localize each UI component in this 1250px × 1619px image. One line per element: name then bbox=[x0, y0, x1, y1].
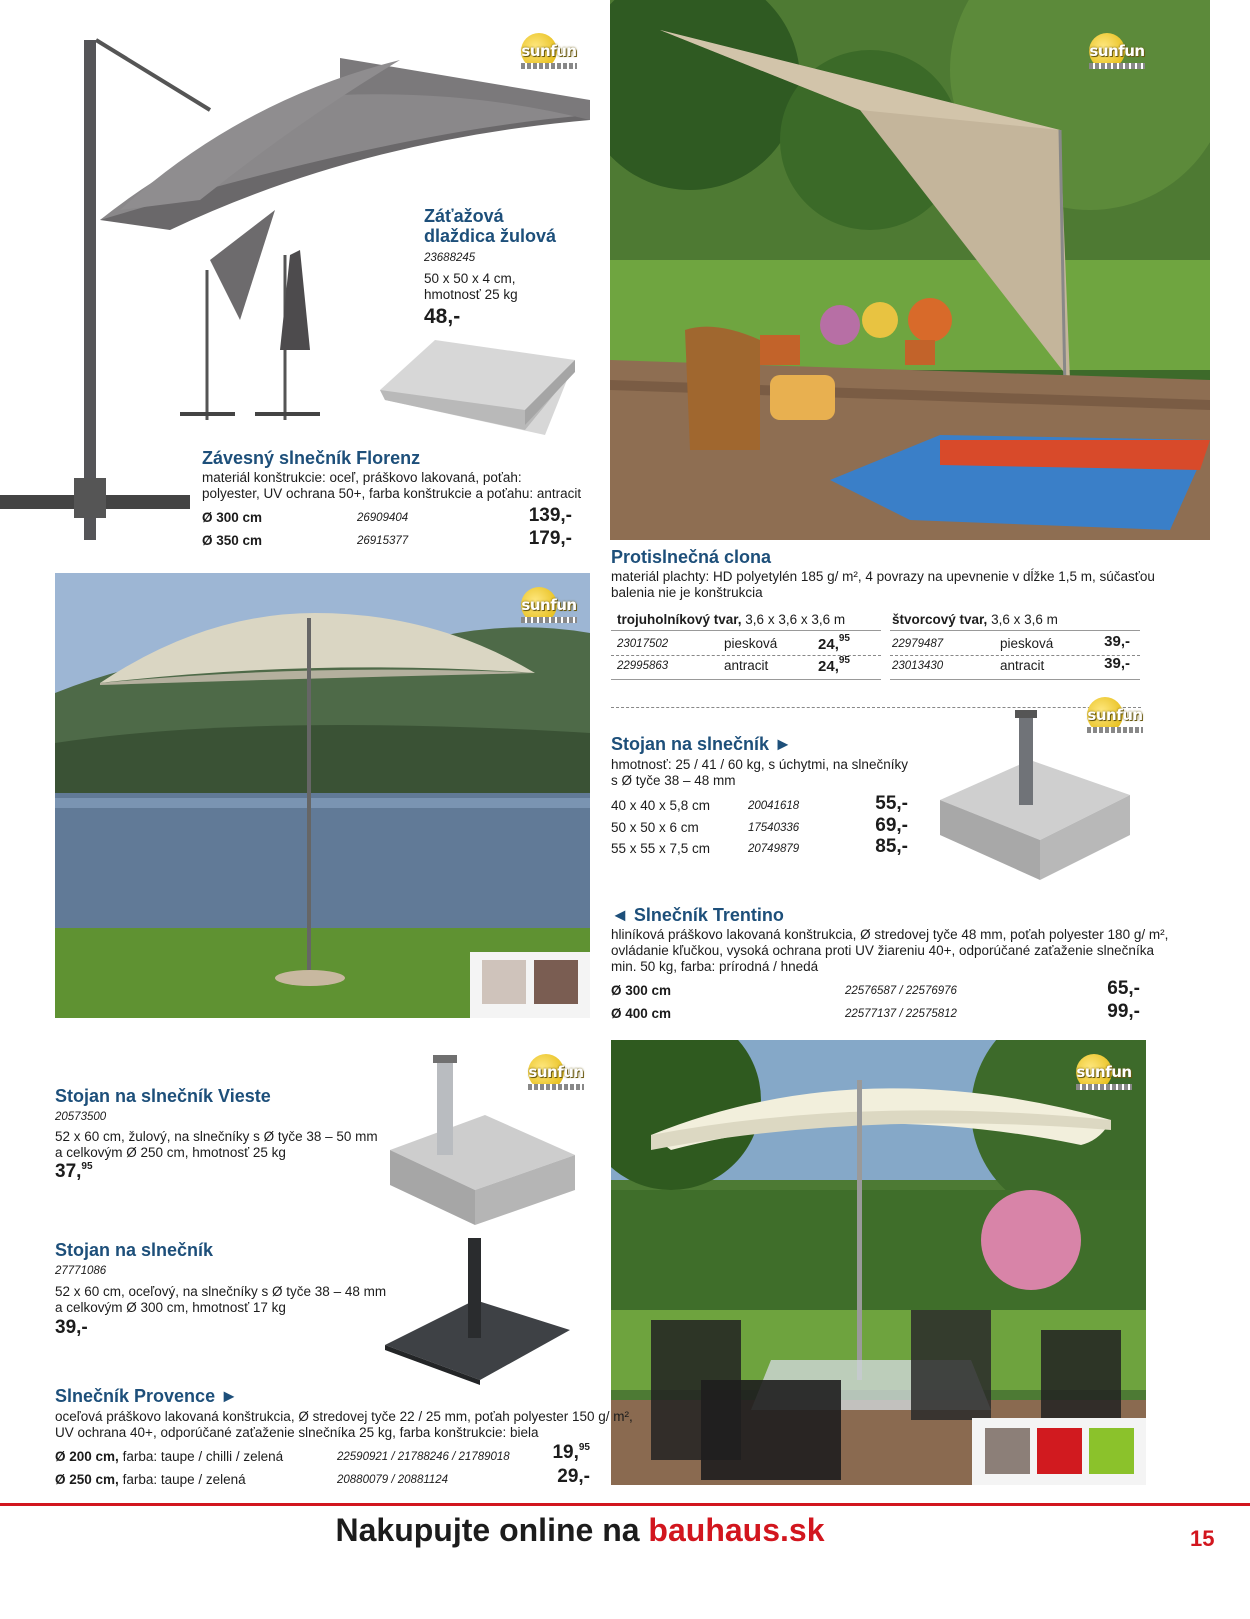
vieste-desc: 52 x 60 cm, žulový, na slnečníky s Ø tyče 38 – 50 mm bbox=[55, 1129, 378, 1144]
shade-tri-code-2: 22995863 bbox=[617, 660, 669, 672]
shade-tri-price-1: 24,95 bbox=[818, 633, 850, 653]
stand2-desc-line2: a celkovým Ø 300 cm, hmotnosť 17 kg bbox=[55, 1300, 286, 1315]
stand1-code-3: 20749879 bbox=[748, 843, 800, 855]
provence-price-2: 29,- bbox=[557, 1466, 590, 1487]
provence-price-1: 19,95 bbox=[552, 1442, 590, 1463]
footer-slogan bbox=[0, 1512, 1160, 1549]
trentino-size-1: Ø 300 cm bbox=[611, 983, 672, 998]
trentino-code-1: 22576587 / 22576976 bbox=[845, 985, 957, 997]
stand1-price-1: 55,- bbox=[875, 793, 908, 814]
florenz-code-1: 26909404 bbox=[357, 512, 409, 524]
sunfun-logo: sunfun bbox=[1083, 697, 1147, 737]
divider bbox=[611, 679, 881, 680]
florenz-code-2: 26915377 bbox=[357, 535, 409, 547]
shade-tri-price-2: 24,95 bbox=[818, 655, 850, 675]
stand2-desc: 52 x 60 cm, oceľový, na slnečníky s Ø tyče 38 – 48 mm bbox=[55, 1284, 387, 1299]
stand1-price-3: 85,- bbox=[875, 836, 908, 857]
vieste-title: Stojan na slnečník Vieste bbox=[55, 1086, 271, 1106]
shade-sq-code-1: 22979487 bbox=[892, 638, 944, 650]
divider bbox=[890, 630, 1140, 631]
tile-title-line2: dlaždica žulová bbox=[424, 226, 557, 246]
footer-link[interactable]: bauhaus.sk bbox=[648, 1512, 825, 1548]
trentino-desc: hliníková práškovo lakovaná konštrukcia, Ø stredovej tyče 48 mm, poťah polyester 180 g/ m², bbox=[611, 927, 1169, 942]
florenz-size-1: Ø 300 cm bbox=[202, 510, 263, 525]
stand1-desc: hmotnosť: 25 / 41 / 60 kg, s úchytmi, na slnečníky bbox=[611, 757, 908, 772]
stand1-desc-line2: s Ø tyče 38 – 48 mm bbox=[611, 773, 736, 788]
stand2-code: 27771086 bbox=[55, 1265, 107, 1277]
florenz-desc: materiál konštrukcie: oceľ, práškovo lakovaná, poťah: polyester, UV ochrana 50+, farba konštrukcie a poťahu: antracit bbox=[202, 470, 582, 501]
shade-sq-code-2: 23013430 bbox=[892, 660, 944, 672]
stand1-size-3: 55 x 55 x 7,5 cm bbox=[611, 841, 711, 856]
stand2-image bbox=[380, 1230, 580, 1385]
provence-desc: oceľová práškovo lakovaná konštrukcia, Ø stredovej tyče 22 / 25 mm, poťah polyester 150 g/ m², bbox=[55, 1409, 633, 1424]
tile-code: 23688245 bbox=[424, 252, 476, 264]
provence-code-1: 22590921 / 21788246 / 21789018 bbox=[337, 1451, 510, 1463]
trentino-price-1: 65,- bbox=[1107, 978, 1140, 999]
trentino-desc-line3: min. 50 kg, farba: prírodná / hnedá bbox=[611, 959, 819, 974]
trentino-desc-line2: ovládanie kľučkou, vysoká ochrana proti UV žiareniu 40+, odporúčané zaťaženie slnečníka bbox=[611, 943, 1154, 958]
trentino-code-2: 22577137 / 22575812 bbox=[845, 1008, 957, 1020]
shade-sq-color-1: piesková bbox=[1000, 636, 1054, 651]
provence-desc-line2: UV ochrana 40+, odporúčané zaťaženie slnečníka 25 kg, farba konštrukcie: biela bbox=[55, 1425, 539, 1440]
stand2-price: 39,- bbox=[55, 1317, 88, 1338]
sunfun-logo: sunfun bbox=[517, 587, 581, 627]
shade-sq-price-2: 39,- bbox=[1104, 655, 1130, 672]
florenz-price-1: 139,- bbox=[528, 505, 572, 526]
granite-tile-image bbox=[375, 330, 590, 455]
trentino-price-2: 99,- bbox=[1107, 1001, 1140, 1022]
color-swatch-natural bbox=[482, 960, 526, 1004]
color-swatch-brown bbox=[534, 960, 578, 1004]
color-swatch-green bbox=[1089, 1428, 1134, 1474]
shade-desc: materiál plachty: HD polyetylén 185 g/ m², 4 povrazy na upevnenie v dĺžke 1,5 m, súčasťou bbox=[611, 569, 1155, 584]
florenz-title: Závesný slnečník Florenz bbox=[202, 448, 421, 468]
provence-row-2: Ø 250 cm, farba: taupe / zelená bbox=[55, 1472, 246, 1487]
vieste-price: 37,95 bbox=[55, 1161, 93, 1182]
sunfun-logo: sunfun bbox=[524, 1054, 588, 1094]
vieste-code: 20573500 bbox=[55, 1111, 107, 1123]
shade-sq-color-2: antracit bbox=[1000, 658, 1045, 673]
shade-tri-color-1: piesková bbox=[724, 636, 778, 651]
sunfun-logo: sunfun bbox=[1072, 1054, 1136, 1094]
stand2-title: Stojan na slnečník bbox=[55, 1240, 214, 1260]
divider bbox=[611, 630, 881, 631]
footer-text: Nakupujte online na bbox=[335, 1512, 649, 1548]
shade-desc-line2: balenia nie je konštrukcia bbox=[611, 585, 763, 600]
trentino-size-2: Ø 400 cm bbox=[611, 1006, 672, 1021]
divider bbox=[890, 679, 1140, 680]
tile-desc-line2: hmotnosť 25 kg bbox=[424, 287, 518, 302]
provence-code-2: 20880079 / 20881124 bbox=[337, 1474, 449, 1486]
shade-tri-color-2: antracit bbox=[724, 658, 769, 673]
color-swatch-chilli bbox=[1037, 1428, 1082, 1474]
stand1-size-2: 50 x 50 x 6 cm bbox=[611, 820, 699, 835]
page-number: 15 bbox=[1190, 1526, 1215, 1551]
florenz-size-2: Ø 350 cm bbox=[202, 533, 263, 548]
provence-title: Slnečník Provence ► bbox=[55, 1386, 238, 1406]
stand1-code-1: 20041618 bbox=[748, 800, 800, 812]
trentino-title: ◄ Slnečník Trentino bbox=[611, 905, 784, 925]
shade-sq-header: štvorcový tvar, 3,6 x 3,6 m bbox=[892, 612, 1058, 627]
sunfun-logo: sunfun bbox=[517, 33, 581, 73]
shade-tri-code-1: 23017502 bbox=[617, 638, 669, 650]
provence-row-1: Ø 200 cm, farba: taupe / chilli / zelená bbox=[55, 1449, 284, 1464]
stand1-size-1: 40 x 40 x 5,8 cm bbox=[611, 798, 711, 813]
shade-title: Protislnečná clona bbox=[611, 547, 772, 567]
stand1-price-2: 69,- bbox=[875, 815, 908, 836]
florenz-price-2: 179,- bbox=[528, 528, 572, 549]
shade-sail-photo bbox=[610, 0, 1210, 540]
color-swatch-taupe bbox=[985, 1428, 1030, 1474]
tile-title: Záťažová bbox=[424, 206, 504, 226]
sunfun-logo: sunfun bbox=[1085, 33, 1149, 73]
shade-tri-header: trojuholníkový tvar, 3,6 x 3,6 x 3,6 m bbox=[617, 612, 846, 627]
tile-desc: 50 x 50 x 4 cm, bbox=[424, 271, 516, 286]
shade-sq-price-1: 39,- bbox=[1104, 633, 1130, 650]
tile-price: 48,- bbox=[424, 305, 461, 328]
stand1-code-2: 17540336 bbox=[748, 822, 800, 834]
footer-red-line bbox=[0, 1503, 1250, 1506]
vieste-desc-line2: a celkovým Ø 250 cm, hmotnosť 25 kg bbox=[55, 1145, 286, 1160]
stand1-title: Stojan na slnečník ► bbox=[611, 734, 792, 754]
